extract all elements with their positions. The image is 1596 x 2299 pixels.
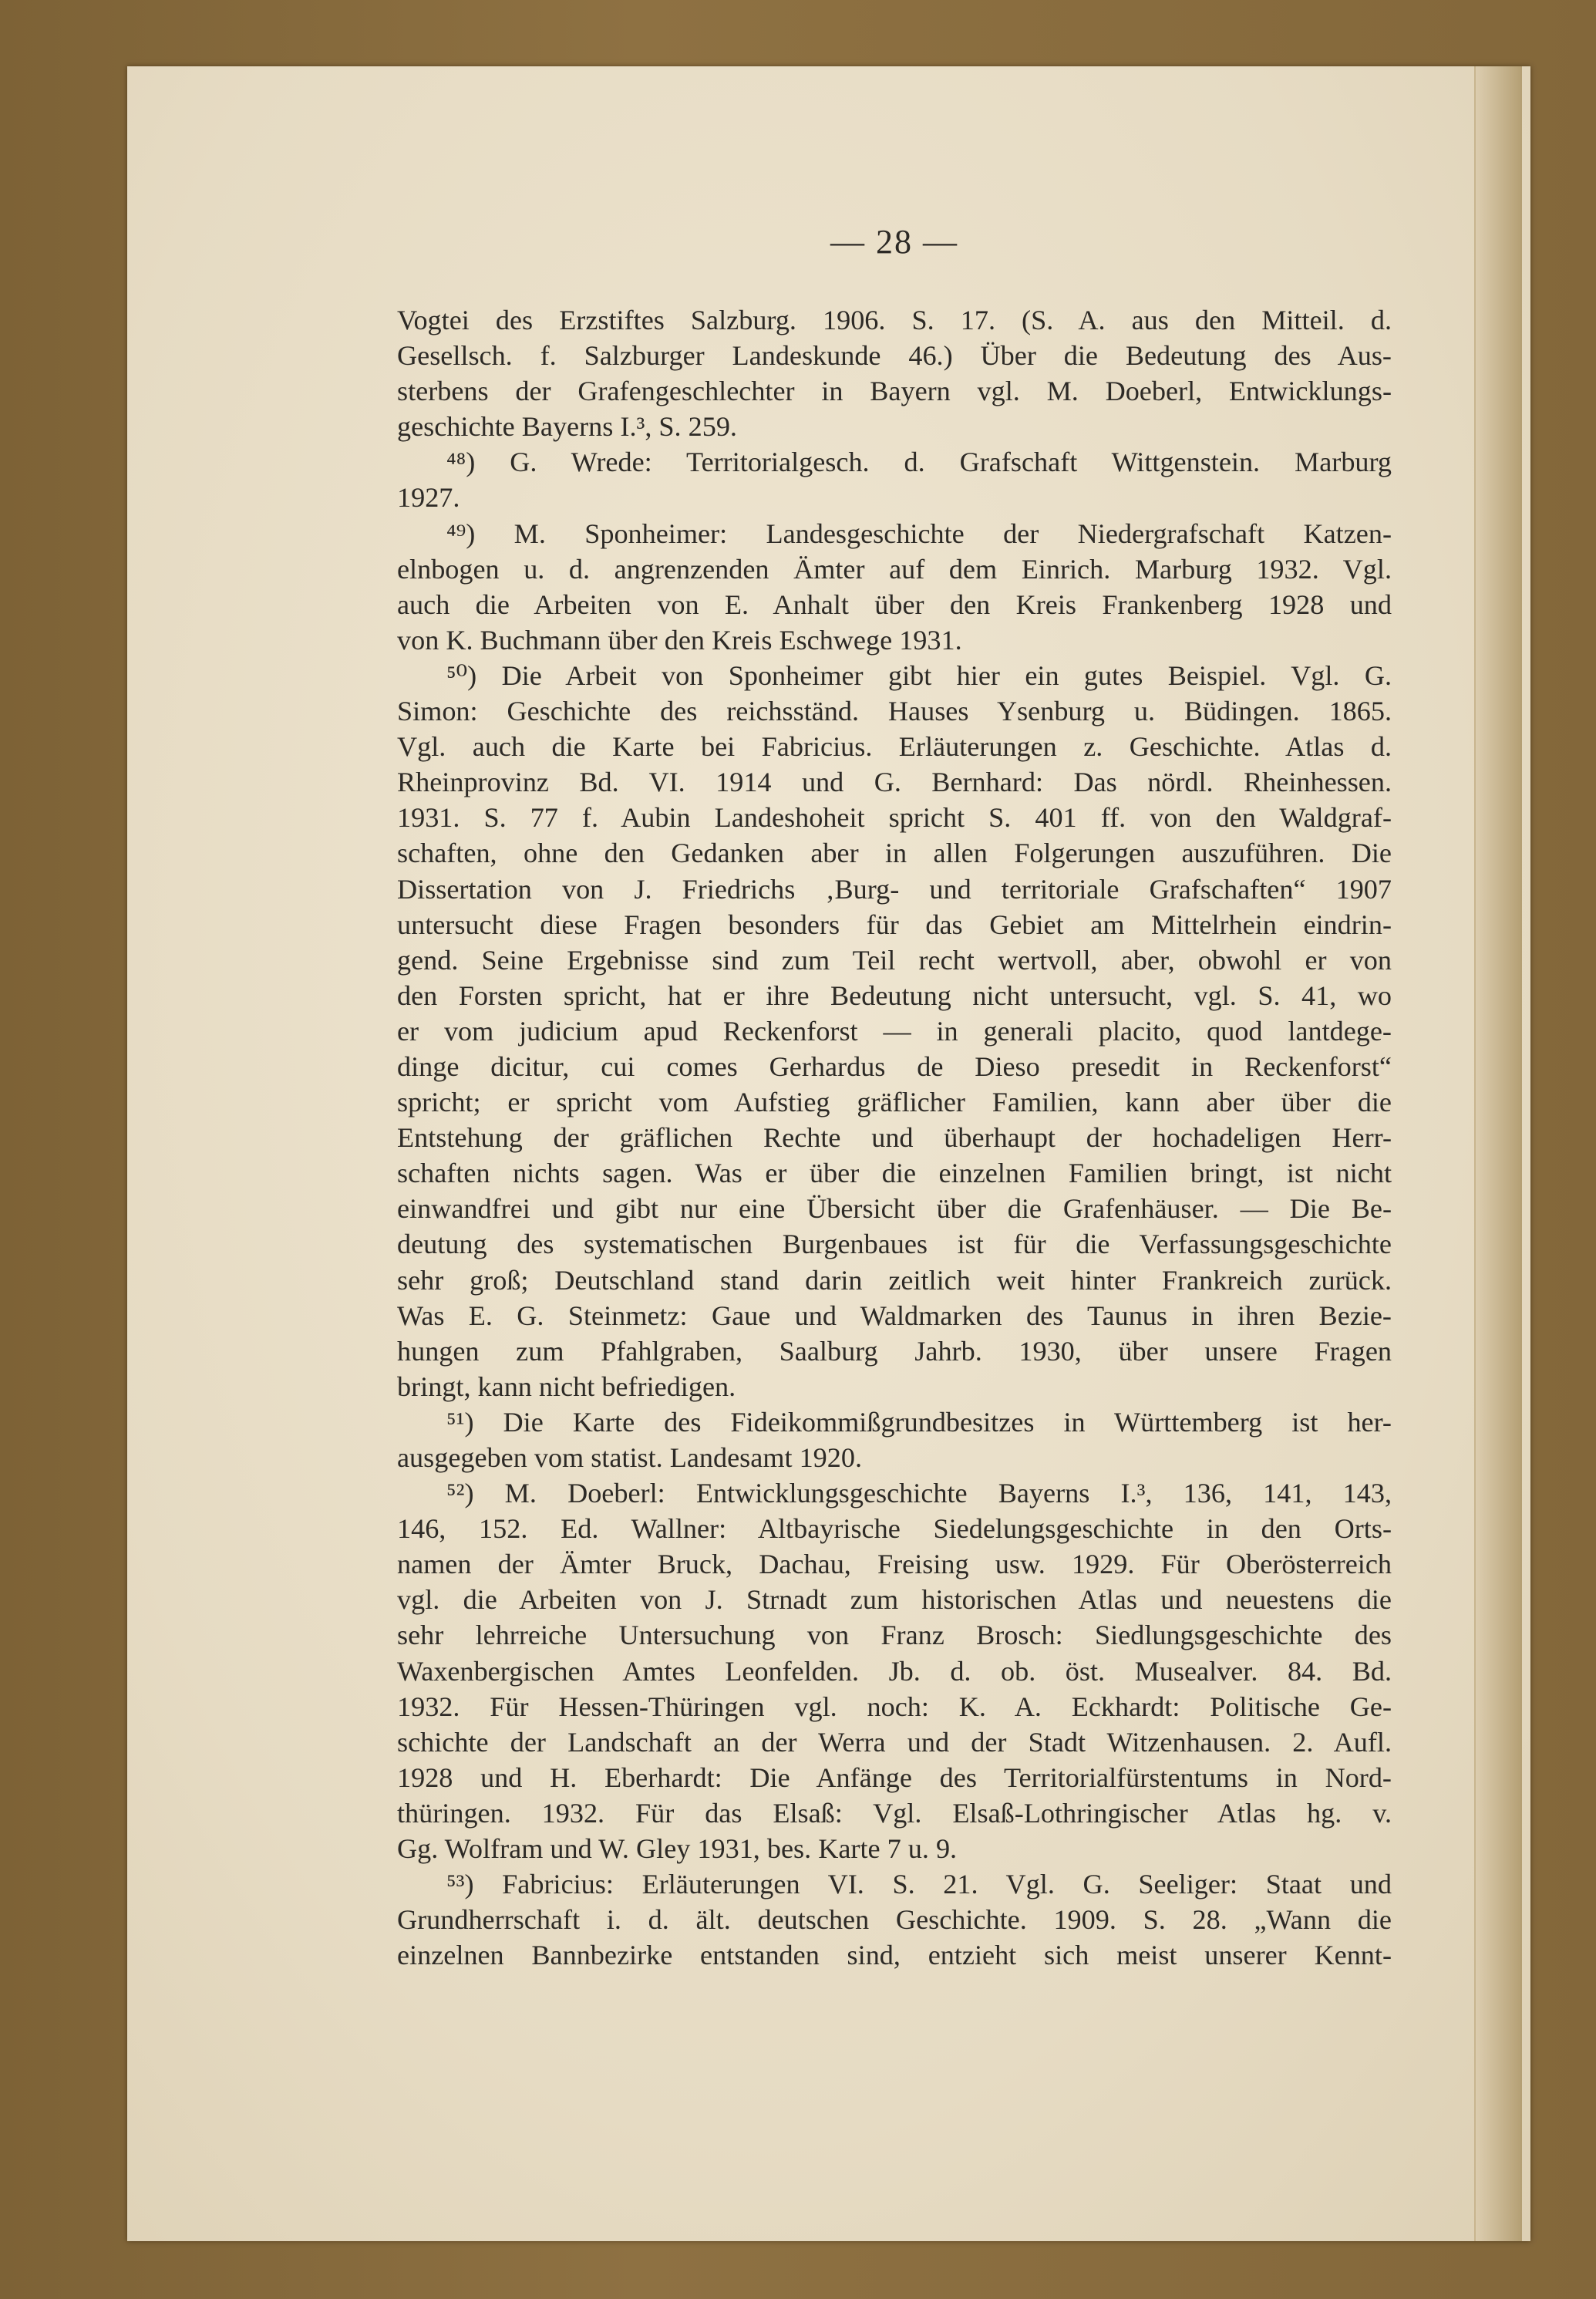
page-edge — [1474, 66, 1522, 2241]
text-line: thüringen. 1932. Für das Elsaß: Vgl. Elsaß-Lothringischer Atlas hg. v. — [397, 1797, 1392, 1829]
text-line: ⁵³) Fabricius: Erläuterungen VI. S. 21. Vgl. G. Seeliger: Staat und — [446, 1869, 1392, 1900]
text-line: bringt, kann nicht befriedigen. — [397, 1370, 736, 1402]
text-line: schichte der Landschaft an der Werra und der Stadt Witzenhausen. 2. Aufl. — [397, 1726, 1392, 1758]
text-line: Gesellsch. f. Salzburger Landeskunde 46.) Über die Bedeutung des Aus- — [397, 340, 1392, 372]
text-line: Was E. G. Steinmetz: Gaue und Waldmarken des Taunus in ihren Bezie- — [397, 1300, 1392, 1331]
text-line: hungen zum Pfahlgraben, Saalburg Jahrb. 1930, über unsere Fragen — [397, 1335, 1392, 1367]
text-line: untersucht diese Fragen besonders für das Gebiet am Mittelrhein eindrin- — [397, 908, 1392, 940]
text-line: vgl. die Arbeiten von J. Strnadt zum historischen Atlas und neuestens die — [397, 1584, 1392, 1616]
text-line: von K. Buchmann über den Kreis Eschwege 1931. — [397, 624, 962, 656]
text-line: einwandfrei und gibt nur eine Übersicht über die Grafenhäuser. — Die Be- — [397, 1193, 1392, 1225]
text-line: ⁵¹) Die Karte des Fideikommißgrundbesitzes in Württemberg ist her- — [446, 1406, 1392, 1438]
text-line: sehr lehrreiche Untersuchung von Franz Brosch: Siedlungsgeschichte des — [397, 1620, 1392, 1651]
text-line: Vogtei des Erzstiftes Salzburg. 1906. S. 17. (S. A. aus den Mitteil. d. — [397, 305, 1392, 335]
text-line: 1927. — [397, 482, 460, 514]
text-line: Entstehung der gräflichen Rechte und überhaupt der hochadeligen Herr- — [397, 1122, 1392, 1154]
text-line: einzelnen Bannbezirke entstanden sind, entzieht sich meist unserer Kennt- — [397, 1940, 1392, 1971]
text-line: 1931. S. 77 f. Aubin Landeshoheit spricht S. 401 ff. von den Waldgraf- — [397, 802, 1392, 834]
text-line: er vom judicium apud Reckenforst — in generali placito, quod lantdege- — [397, 1015, 1392, 1047]
text-line: geschichte Bayerns I.³, S. 259. — [397, 411, 737, 443]
text-line: Waxenbergischen Amtes Leonfelden. Jb. d. ob. öst. Musealver. 84. Bd. — [397, 1655, 1392, 1687]
text-line: Vgl. auch die Karte bei Fabricius. Erläuterungen z. Geschichte. Atlas d. — [397, 731, 1392, 763]
text-line: 146, 152. Ed. Wallner: Altbayrische Siedelungsgeschichte in den Orts- — [397, 1513, 1392, 1545]
text-line: ausgegeben vom statist. Landesamt 1920. — [397, 1442, 862, 1473]
text-line: Rheinprovinz Bd. VI. 1914 und G. Bernhard: Das nördl. Rheinhessen. — [397, 767, 1392, 798]
text-line: sterbens der Grafengeschlechter in Bayern vgl. M. Doeberl, Entwicklungs- — [397, 376, 1392, 407]
text-line: dinge dicitur, cui comes Gerhardus de Dieso presedit in Reckenforst“ — [397, 1050, 1392, 1082]
text-line: Gg. Wolfram und W. Gley 1931, bes. Karte 7 u. 9. — [397, 1833, 958, 1865]
text-line: elnbogen u. d. angrenzenden Ämter auf dem Einrich. Marburg 1932. Vgl. — [397, 553, 1392, 585]
text-line: ⁴⁸) G. Wrede: Territorialgesch. d. Grafschaft Wittgenstein. Marburg — [446, 447, 1392, 478]
text-line: auch die Arbeiten von E. Anhalt über den Kreis Frankenberg 1928 und — [397, 588, 1392, 620]
text-line: gend. Seine Ergebnisse sind zum Teil recht wertvoll, aber, obwohl er von — [397, 944, 1392, 976]
text-line: namen der Ämter Bruck, Dachau, Freising usw. 1929. Für Oberösterreich — [397, 1549, 1392, 1580]
text-line: 1928 und H. Eberhardt: Die Anfänge des Territorialfürstentums in Nord- — [397, 1761, 1392, 1793]
footnote-text — [397, 302, 1392, 1973]
text-line: Grundherrschaft i. d. ält. deutschen Geschichte. 1909. S. 28. „Wann die — [397, 1904, 1392, 1936]
text-line: sehr groß; Deutschland stand darin zeitlich weit hinter Frankreich zurück. — [397, 1264, 1392, 1296]
text-line: Simon: Geschichte des reichsständ. Hauses Ysenburg u. Büdingen. 1865. — [397, 696, 1392, 727]
text-line: ⁵⁰) Die Arbeit von Sponheimer gibt hier ein gutes Beispiel. Vgl. G. — [446, 659, 1392, 691]
text-line: deutung des systematischen Burgenbaues ist für die Verfassungsgeschichte — [397, 1229, 1392, 1260]
text-line: den Forsten spricht, hat er ihre Bedeutung nicht untersucht, vgl. S. 41, wo — [397, 979, 1392, 1011]
text-line: schaften, ohne den Gedanken aber in allen Folgerungen auszuführen. Die — [397, 838, 1392, 869]
text-line: schaften nichts sagen. Was er über die einzelnen Familien bringt, ist nicht — [397, 1158, 1392, 1189]
text-line: 1932. Für Hessen-Thüringen vgl. noch: K. A. Eckhardt: Politische Ge- — [397, 1691, 1392, 1722]
text-line: Dissertation von J. Friedrichs ‚Burg- und territoriale Grafschaften“ 1907 — [397, 873, 1392, 905]
text-line: spricht; er spricht vom Aufstieg gräflicher Familien, kann aber über die — [397, 1087, 1392, 1118]
text-line: ⁵²) M. Doeberl: Entwicklungsgeschichte Bayerns I.³, 136, 141, 143, — [446, 1478, 1392, 1509]
page-number: — 28 — — [830, 223, 958, 261]
text-line: ⁴⁹) M. Sponheimer: Landesgeschichte der Niedergrafschaft Katzen- — [446, 517, 1392, 549]
